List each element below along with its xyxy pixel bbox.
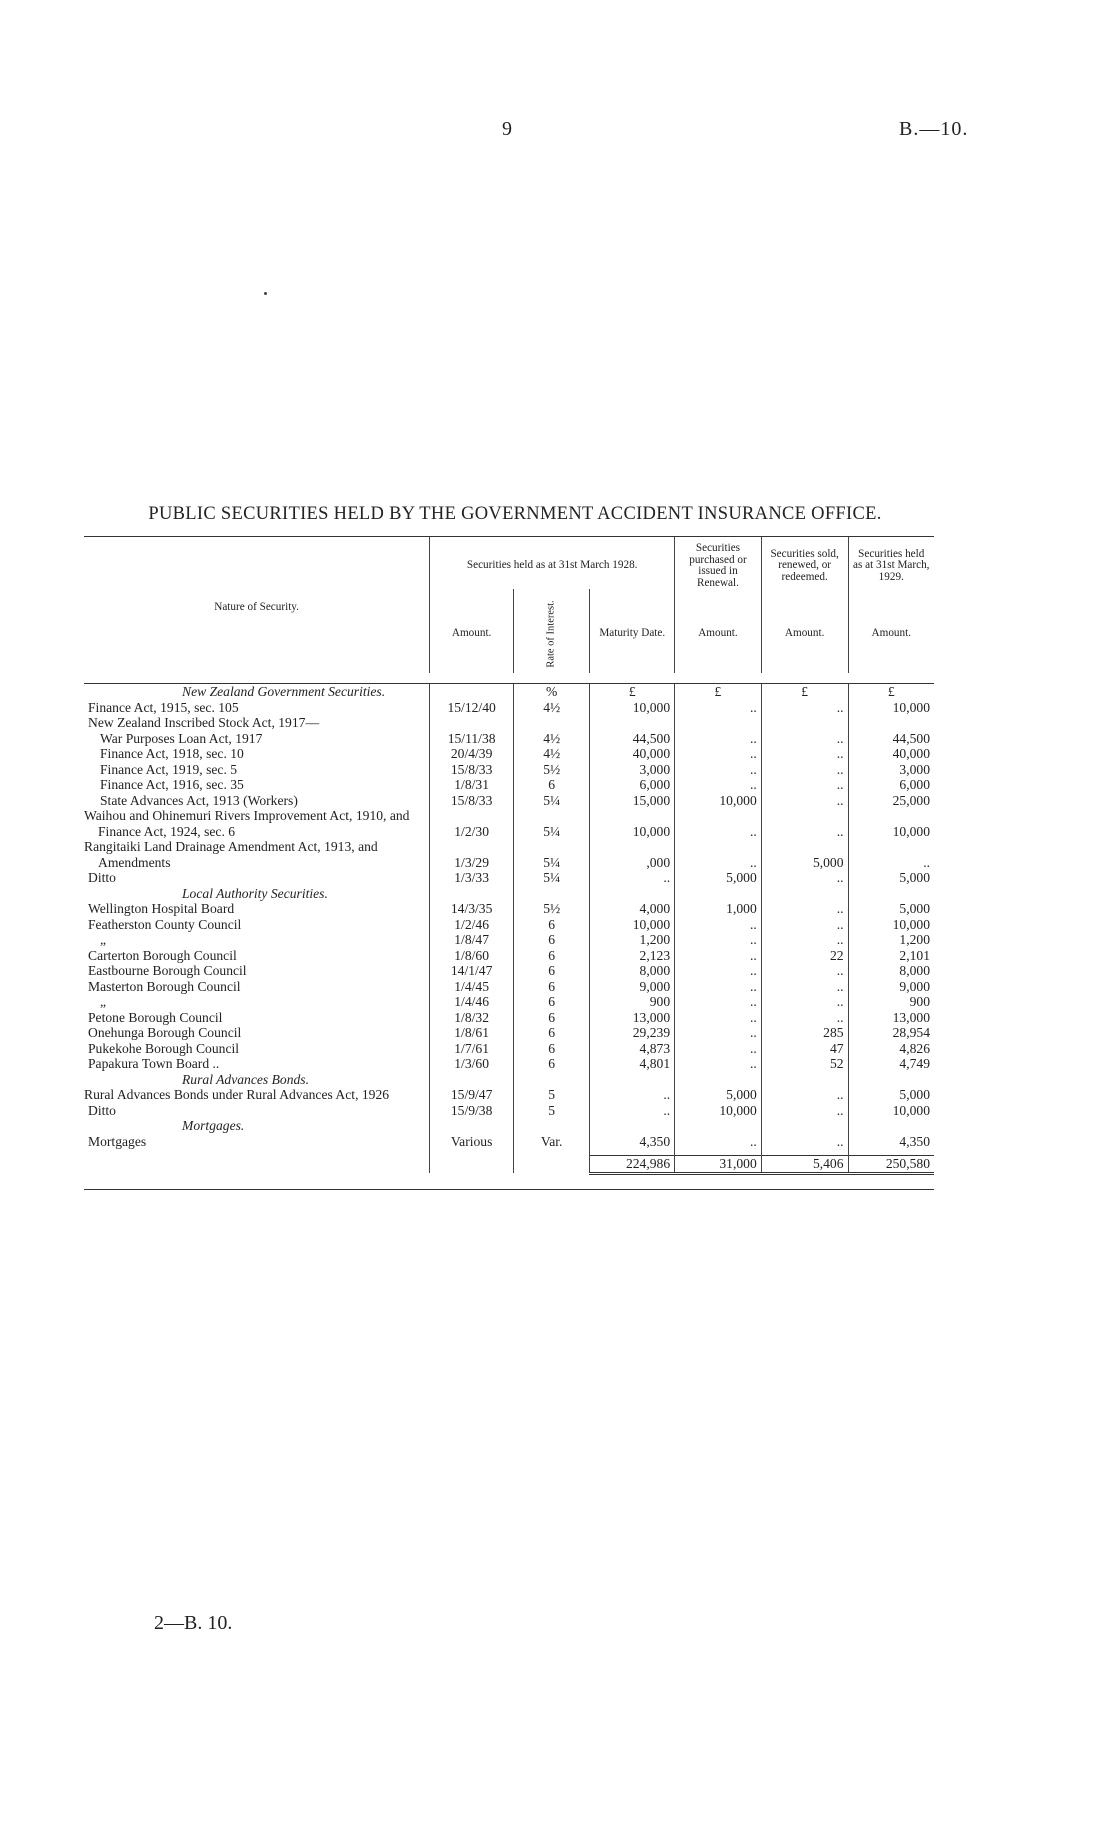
section-heading-row — [84, 886, 934, 902]
table-row — [84, 731, 934, 747]
amount-held-1929: 4,749 — [848, 1056, 934, 1072]
table-row — [84, 963, 934, 979]
maturity-amount-date: 1/8/60 — [430, 948, 514, 964]
interest-rate: 4½ — [514, 700, 590, 716]
table-row — [84, 994, 934, 1010]
interest-rate: 5¼ — [514, 808, 590, 839]
maturity-amount-date: 1/8/47 — [430, 932, 514, 948]
amount-purchased: 10,000 — [675, 1103, 762, 1119]
amount-sold: .. — [761, 1103, 848, 1119]
empty-cell — [514, 1156, 590, 1174]
maturity-amount-date: 1/2/46 — [430, 917, 514, 933]
empty-cell — [761, 715, 848, 731]
interest-rate: 6 — [514, 1041, 590, 1057]
amount-sold: .. — [761, 746, 848, 762]
amount-sold: 5,000 — [761, 839, 848, 870]
header-held-1928: Securities held as at 31st March 1928. — [430, 537, 675, 590]
table-row — [84, 793, 934, 809]
interest-rate: 5 — [514, 1103, 590, 1119]
interest-rate: 6 — [514, 994, 590, 1010]
table-row — [84, 839, 934, 870]
interest-rate: 6 — [514, 777, 590, 793]
table-row — [84, 746, 934, 762]
unit-pound: £ — [590, 684, 675, 700]
amount-held-1929: 4,350 — [848, 1134, 934, 1150]
header-rate: Rate of Interest. — [514, 589, 590, 673]
amount-sold: .. — [761, 963, 848, 979]
interest-rate: 4½ — [514, 746, 590, 762]
amount-purchased: 10,000 — [675, 793, 762, 809]
interest-rate: 5¼ — [514, 793, 590, 809]
security-name: Finance Act, 1915, sec. 105 — [88, 699, 239, 715]
header-nature: Nature of Security. — [84, 537, 430, 674]
section-heading-row — [84, 684, 934, 700]
amount-held-1929: 10,000 — [848, 917, 934, 933]
amount-purchased: .. — [675, 917, 762, 933]
amount-held-1928: 1,200 — [590, 932, 675, 948]
interest-rate: 5 — [514, 1087, 590, 1103]
amount-held-1929: 8,000 — [848, 963, 934, 979]
amount-held-1929: 9,000 — [848, 979, 934, 995]
empty-cell — [848, 1118, 934, 1134]
interest-rate: 6 — [514, 963, 590, 979]
interest-rate: 5½ — [514, 901, 590, 917]
section-heading: Local Authority Securities. — [182, 885, 328, 901]
amount-held-1928: 3,000 — [590, 762, 675, 778]
maturity-amount-date: 1/8/31 — [430, 777, 514, 793]
empty-cell — [675, 1118, 762, 1134]
amount-held-1929: .. — [848, 839, 934, 870]
section-heading: New Zealand Government Securities. — [182, 684, 386, 699]
table-row — [84, 870, 934, 886]
maturity-amount-date: 1/2/30 — [430, 808, 514, 839]
amount-held-1929: 40,000 — [848, 746, 934, 762]
table-row — [84, 1025, 934, 1041]
total-held-1929: 250,580 — [848, 1156, 934, 1174]
security-name: Mortgages — [88, 1133, 147, 1149]
security-name: Carterton Borough Council — [88, 947, 237, 963]
table-row — [84, 979, 934, 995]
security-name: „ — [100, 994, 107, 1009]
interest-rate: 5½ — [514, 762, 590, 778]
security-name: Onehunga Borough Council — [88, 1025, 242, 1040]
amount-held-1929: 13,000 — [848, 1010, 934, 1026]
unit-pound: £ — [675, 684, 762, 700]
table-row — [84, 762, 934, 778]
amount-held-1929: 3,000 — [848, 762, 934, 778]
amount-purchased: .. — [675, 1134, 762, 1150]
empty-cell — [430, 1072, 514, 1088]
totals-row — [84, 1156, 934, 1174]
section-heading-row — [84, 1118, 934, 1134]
securities-table — [84, 536, 934, 1190]
header-purchased-amount: Amount. — [675, 589, 762, 673]
total-sold: 5,406 — [761, 1156, 848, 1174]
maturity-amount-date: 1/7/61 — [430, 1041, 514, 1057]
interest-rate: 6 — [514, 1025, 590, 1041]
amount-held-1928: 8,000 — [590, 963, 675, 979]
maturity-amount-date: 1/8/32 — [430, 1010, 514, 1026]
amount-sold: .. — [761, 762, 848, 778]
amount-sold: 52 — [761, 1056, 848, 1072]
amount-sold: .. — [761, 793, 848, 809]
amount-sold: 47 — [761, 1041, 848, 1057]
security-name: Finance Act, 1919, sec. 5 — [100, 761, 238, 777]
amount-held-1929: 2,101 — [848, 948, 934, 964]
empty-cell — [430, 1156, 514, 1174]
security-name: State Advances Act, 1913 (Workers) — [100, 792, 298, 808]
amount-sold: .. — [761, 870, 848, 886]
empty-cell — [514, 886, 590, 902]
bottom-rule — [84, 1173, 934, 1189]
amount-purchased: 1,000 — [675, 901, 762, 917]
interest-rate: Var. — [514, 1134, 590, 1150]
maturity-amount-date: 1/3/60 — [430, 1056, 514, 1072]
security-name: Finance Act, 1918, sec. 10 — [100, 746, 244, 761]
amount-held-1928: 10,000 — [590, 700, 675, 716]
amount-held-1929: 25,000 — [848, 793, 934, 809]
empty-cell — [675, 1072, 762, 1088]
maturity-amount-date: 15/8/33 — [430, 793, 514, 809]
maturity-amount-date: 15/12/40 — [430, 700, 514, 716]
amount-held-1929: 900 — [848, 994, 934, 1010]
maturity-amount-date: 1/3/33 — [430, 870, 514, 886]
interest-rate: 6 — [514, 932, 590, 948]
section-heading: Rural Advances Bonds. — [182, 1071, 309, 1087]
maturity-amount-date: 1/3/29 — [430, 839, 514, 870]
amount-purchased: .. — [675, 762, 762, 778]
page-number: 9 — [502, 118, 512, 140]
maturity-amount-date: 1/4/45 — [430, 979, 514, 995]
amount-purchased: .. — [675, 994, 762, 1010]
amount-held-1928: .. — [590, 1103, 675, 1119]
amount-sold: 285 — [761, 1025, 848, 1041]
maturity-amount-date: Various — [430, 1134, 514, 1150]
empty-cell — [514, 715, 590, 731]
amount-sold: .. — [761, 1087, 848, 1103]
empty-cell — [848, 1072, 934, 1088]
amount-purchased: .. — [675, 777, 762, 793]
header-purchased: Securities purchased or issued in Renewal. — [675, 537, 762, 590]
header-held-1929: Securities held as at 31st March, 1929. — [848, 537, 934, 590]
security-name: Rural Advances Bonds under Rural Advances Act, 1926 — [84, 1087, 390, 1102]
amount-sold: .. — [761, 1010, 848, 1026]
document-reference: B.—10. — [899, 118, 969, 140]
amount-held-1929: 10,000 — [848, 1103, 934, 1119]
amount-held-1929: 1,200 — [848, 932, 934, 948]
section-heading: Mortgages. — [182, 1118, 245, 1133]
security-name: Pukekohe Borough Council — [88, 1040, 240, 1056]
interest-rate: 6 — [514, 917, 590, 933]
table-row — [84, 1103, 934, 1119]
security-name: Rangitaiki Land Drainage Amendment Act, 1913, and Amendments — [84, 839, 378, 870]
amount-held-1928: 2,123 — [590, 948, 675, 964]
maturity-amount-date: 15/9/47 — [430, 1087, 514, 1103]
header-amount: Amount. — [430, 589, 514, 673]
interest-rate: 5¼ — [514, 870, 590, 886]
amount-held-1929: 28,954 — [848, 1025, 934, 1041]
maturity-amount-date: 20/4/39 — [430, 746, 514, 762]
amount-held-1929: 5,000 — [848, 870, 934, 886]
amount-sold: .. — [761, 777, 848, 793]
table-title: PUBLIC SECURITIES HELD BY THE GOVERNMENT ACCIDENT INSURANCE OFFICE. — [148, 504, 882, 524]
amount-held-1929: 5,000 — [848, 1087, 934, 1103]
security-name: Wellington Hospital Board — [88, 901, 235, 916]
maturity-amount-date: 14/1/47 — [430, 963, 514, 979]
header-sold-amount: Amount. — [761, 589, 848, 673]
maturity-amount-date: 15/11/38 — [430, 731, 514, 747]
amount-held-1928: 10,000 — [590, 917, 675, 933]
empty-cell — [590, 886, 675, 902]
amount-held-1928: 6,000 — [590, 777, 675, 793]
table-row — [84, 1056, 934, 1072]
table-row — [84, 777, 934, 793]
empty-cell — [430, 886, 514, 902]
empty-cell — [430, 684, 514, 700]
table-row — [84, 1134, 934, 1150]
amount-held-1928: 15,000 — [590, 793, 675, 809]
amount-purchased: .. — [675, 1025, 762, 1041]
amount-held-1929: 10,000 — [848, 808, 934, 839]
interest-rate: 6 — [514, 979, 590, 995]
empty-cell — [675, 715, 762, 731]
security-name: New Zealand Inscribed Stock Act, 1917— — [88, 715, 320, 730]
security-name: Featherston County Council — [88, 916, 242, 932]
amount-held-1929: 10,000 — [848, 700, 934, 716]
amount-sold: .. — [761, 901, 848, 917]
amount-held-1928: 4,873 — [590, 1041, 675, 1057]
empty-cell — [675, 886, 762, 902]
amount-held-1929: 6,000 — [848, 777, 934, 793]
amount-sold: .. — [761, 932, 848, 948]
maturity-amount-date: 1/8/61 — [430, 1025, 514, 1041]
security-name: Waihou and Ohinemuri Rivers Improvement Act, 1910, and Finance Act, 1924, sec. 6 — [84, 808, 410, 839]
security-name: Papakura Town Board .. — [88, 1056, 220, 1071]
table-row — [84, 700, 934, 716]
amount-held-1928: 29,239 — [590, 1025, 675, 1041]
empty-cell — [761, 886, 848, 902]
amount-purchased: 5,000 — [675, 1087, 762, 1103]
empty-cell — [590, 715, 675, 731]
security-name: „ — [100, 932, 107, 947]
amount-purchased: .. — [675, 1010, 762, 1026]
security-name: Ditto — [88, 1102, 116, 1118]
section-heading-row — [84, 1072, 934, 1088]
speck-mark — [264, 292, 267, 295]
table-row — [84, 1087, 934, 1103]
amount-purchased: .. — [675, 1056, 762, 1072]
interest-rate: 6 — [514, 1010, 590, 1026]
table-row — [84, 932, 934, 948]
table-row — [84, 1041, 934, 1057]
amount-purchased: .. — [675, 963, 762, 979]
amount-sold: 22 — [761, 948, 848, 964]
table-row — [84, 901, 934, 917]
amount-purchased: .. — [675, 839, 762, 870]
empty-cell — [761, 1118, 848, 1134]
maturity-amount-date: 15/9/38 — [430, 1103, 514, 1119]
empty-cell — [590, 1118, 675, 1134]
unit-pound: £ — [761, 684, 848, 700]
total-held-1928: 224,986 — [590, 1156, 675, 1174]
amount-sold: .. — [761, 917, 848, 933]
table-row — [84, 917, 934, 933]
total-purchased: 31,000 — [675, 1156, 762, 1174]
maturity-amount-date: 14/3/35 — [430, 901, 514, 917]
amount-held-1928: 900 — [590, 994, 675, 1010]
empty-cell — [430, 1118, 514, 1134]
maturity-amount-date: 1/4/46 — [430, 994, 514, 1010]
amount-held-1928: .. — [590, 1087, 675, 1103]
amount-held-1928: 4,000 — [590, 901, 675, 917]
amount-purchased: .. — [675, 746, 762, 762]
security-name: Ditto — [88, 870, 116, 885]
header-held-1929-amount: Amount. — [848, 589, 934, 673]
empty-cell — [514, 1072, 590, 1088]
amount-held-1929: 4,826 — [848, 1041, 934, 1057]
amount-purchased: 5,000 — [675, 870, 762, 886]
amount-held-1929: 5,000 — [848, 901, 934, 917]
amount-purchased: .. — [675, 1041, 762, 1057]
amount-held-1928: 9,000 — [590, 979, 675, 995]
empty-cell — [761, 1072, 848, 1088]
amount-held-1928: .. — [590, 870, 675, 886]
table-row — [84, 808, 934, 839]
amount-sold: .. — [761, 979, 848, 995]
table-row — [84, 1010, 934, 1026]
security-name: Petone Borough Council — [88, 1009, 223, 1025]
footer-signature: 2—B. 10. — [154, 1612, 233, 1634]
security-name: Masterton Borough Council — [88, 978, 241, 994]
amount-sold: .. — [761, 731, 848, 747]
interest-rate: 4½ — [514, 731, 590, 747]
security-name: Eastbourne Borough Council — [88, 963, 247, 978]
amount-sold: .. — [761, 994, 848, 1010]
amount-held-1928: 4,350 — [590, 1134, 675, 1150]
table-row — [84, 715, 934, 731]
interest-rate: 6 — [514, 1056, 590, 1072]
amount-held-1928: 10,000 — [590, 808, 675, 839]
amount-sold: .. — [761, 808, 848, 839]
amount-held-1928: ,000 — [590, 839, 675, 870]
table-row — [84, 948, 934, 964]
unit-percent: % — [514, 684, 590, 700]
interest-rate: 6 — [514, 948, 590, 964]
amount-purchased: .. — [675, 948, 762, 964]
security-name: Finance Act, 1916, sec. 35 — [100, 777, 244, 792]
amount-purchased: .. — [675, 700, 762, 716]
amount-held-1928: 40,000 — [590, 746, 675, 762]
securities-table-body — [84, 684, 934, 1190]
amount-purchased: .. — [675, 932, 762, 948]
amount-held-1928: 13,000 — [590, 1010, 675, 1026]
amount-sold: .. — [761, 700, 848, 716]
empty-cell — [430, 715, 514, 731]
header-sold: Securities sold, renewed, or redeemed. — [761, 537, 848, 590]
header-maturity: Maturity Date. — [590, 589, 675, 673]
amount-held-1929: 44,500 — [848, 731, 934, 747]
security-name: War Purposes Loan Act, 1917 — [100, 730, 263, 746]
maturity-amount-date: 15/8/33 — [430, 762, 514, 778]
empty-cell — [514, 1118, 590, 1134]
amount-sold: .. — [761, 1134, 848, 1150]
amount-purchased: .. — [675, 731, 762, 747]
amount-purchased: .. — [675, 979, 762, 995]
amount-held-1928: 44,500 — [590, 731, 675, 747]
empty-cell — [848, 715, 934, 731]
amount-held-1928: 4,801 — [590, 1056, 675, 1072]
empty-cell — [590, 1072, 675, 1088]
unit-pound: £ — [848, 684, 934, 700]
empty-cell — [848, 886, 934, 902]
amount-purchased: .. — [675, 808, 762, 839]
interest-rate: 5¼ — [514, 839, 590, 870]
